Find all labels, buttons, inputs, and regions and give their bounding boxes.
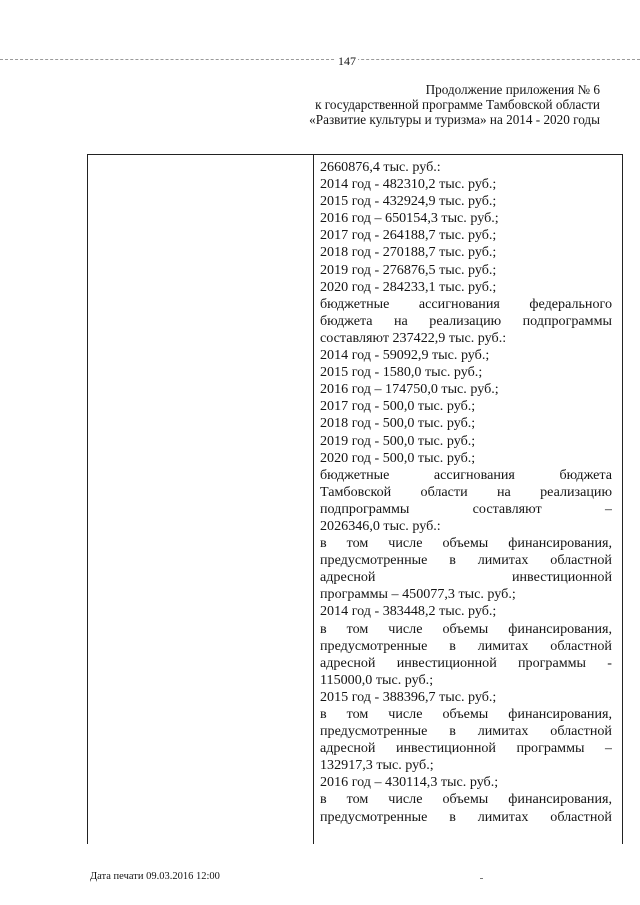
funding-table (87, 154, 623, 844)
header-line-1: Продолжение приложения № 6 (425, 82, 600, 97)
text-word: 115000,0 тыс. руб.; (320, 671, 434, 688)
text-line (320, 689, 612, 706)
text-word: ассигнования (433, 466, 515, 483)
text-word: предусмотренные (320, 637, 428, 654)
page-number: 147 (338, 54, 356, 68)
header-line-3: «Развитие культуры и туризма» на 2014 - 2020 годы (309, 112, 600, 127)
text-line (320, 313, 612, 330)
text-word: финансирования, (508, 791, 612, 808)
text-word: лимитах (477, 723, 529, 740)
text-word: финансирования, (508, 535, 612, 552)
text-line (320, 433, 612, 450)
scan-mark (480, 878, 483, 879)
text-word: инвестиционной (511, 569, 612, 586)
text-word: 2020 год - 284233,1 тыс. руб.; (320, 278, 497, 295)
text-line (320, 193, 612, 210)
text-word: 2015 год - 388396,7 тыс. руб.; (320, 688, 497, 705)
text-word: федерального (529, 295, 612, 312)
text-line (320, 415, 612, 432)
text-line (320, 227, 612, 244)
text-line (320, 672, 612, 689)
header-line-2: к государственной программе Тамбовской области (315, 97, 600, 112)
text-line (320, 655, 612, 672)
text-word: 2019 год - 276876,5 тыс. руб.; (320, 261, 497, 278)
text-word: на (394, 312, 408, 329)
text-word: 2026346,0 тыс. руб.: (320, 517, 441, 534)
text-line (320, 586, 612, 603)
text-word: лимитах (477, 808, 529, 825)
text-word: на (496, 483, 511, 500)
text-word: предусмотренные (320, 552, 428, 569)
text-word: 2020 год - 500,0 тыс. руб.; (320, 449, 476, 466)
text-line (320, 262, 612, 279)
text-word: в (320, 620, 327, 637)
text-word: в (320, 535, 327, 552)
top-dashed-rule (0, 59, 640, 60)
text-word: подпрограммы (320, 500, 410, 517)
table-left-column (88, 155, 314, 844)
text-line (320, 347, 612, 364)
text-word: 2016 год – 430114,3 тыс. руб.; (320, 774, 499, 791)
text-word: объемы (442, 535, 489, 552)
print-date: Дата печати 09.03.2016 12:00 (90, 871, 220, 882)
text-line (320, 159, 612, 176)
text-line (320, 330, 612, 347)
text-word: бюджета (559, 466, 612, 483)
text-word: 2017 год - 264188,7 тыс. руб.; (320, 227, 497, 244)
text-word: числе (388, 791, 423, 808)
text-word: 2018 год - 500,0 тыс. руб.; (320, 415, 476, 432)
text-line (320, 535, 612, 552)
text-line (320, 484, 612, 501)
text-word: лимитах (477, 552, 529, 569)
text-word: 2015 год - 1580,0 тыс. руб.; (320, 364, 483, 381)
text-word: областной (550, 637, 612, 654)
text-line (320, 774, 612, 791)
text-line (320, 552, 612, 569)
text-word: том (346, 535, 369, 552)
text-word: лимитах (477, 637, 529, 654)
text-line (320, 757, 612, 774)
text-word: в (320, 706, 327, 722)
text-word: числе (388, 706, 423, 722)
text-word: Тамбовской (320, 483, 392, 500)
text-word: бюджетные (320, 466, 390, 483)
text-line (320, 450, 612, 467)
text-word: числе (388, 535, 423, 552)
text-line (320, 638, 612, 655)
text-word: в (449, 723, 456, 740)
text-word: – (604, 740, 612, 757)
text-line (320, 723, 612, 740)
text-line (320, 467, 612, 484)
text-word: инвестиционной (395, 740, 496, 757)
text-line (320, 296, 612, 313)
text-line (320, 501, 612, 518)
text-word: 2018 год - 270188,7 тыс. руб.; (320, 244, 497, 261)
text-line (320, 518, 612, 535)
text-word: 2014 год - 383448,2 тыс. руб.; (320, 603, 497, 620)
text-word: адресной (320, 740, 376, 757)
text-word: том (346, 620, 369, 637)
text-word: программы (516, 740, 585, 757)
text-word: 2660876,4 тыс. руб.: (320, 159, 441, 175)
text-word: том (346, 791, 369, 808)
text-word: в (449, 552, 456, 569)
text-word: в (320, 791, 327, 808)
text-word: предусмотренные (320, 723, 428, 740)
text-word: реализацию (429, 312, 502, 329)
text-word: ассигнования (418, 295, 500, 312)
text-line (320, 364, 612, 381)
text-line (320, 279, 612, 296)
text-word: финансирования, (508, 706, 612, 722)
text-word: программы (518, 654, 587, 671)
text-word: бюджета (320, 312, 373, 329)
text-word: том (346, 706, 369, 722)
text-word: 132917,3 тыс. руб.; (320, 757, 434, 774)
text-word: 2016 год – 174750,0 тыс. руб.; (320, 381, 499, 398)
table-right-column (320, 159, 612, 826)
text-word: объемы (442, 791, 489, 808)
text-word: областной (550, 552, 612, 569)
text-line (320, 176, 612, 193)
text-word: инвестиционной (396, 654, 497, 671)
text-line (320, 398, 612, 415)
text-word: бюджетные (320, 295, 390, 312)
text-word: подпрограммы (522, 312, 612, 329)
text-word: составляют (472, 500, 542, 517)
text-line (320, 244, 612, 261)
text-word: областной (550, 808, 612, 825)
text-word: 2019 год - 500,0 тыс. руб.; (320, 432, 476, 449)
text-word: области (420, 483, 468, 500)
text-word: – (604, 500, 612, 517)
text-word: программы – 450077,3 тыс. руб.; (320, 586, 516, 603)
text-line (320, 569, 612, 586)
text-word: адресной (320, 569, 376, 586)
text-line (320, 603, 612, 620)
text-word: в (449, 637, 456, 654)
text-word: предусмотренные (320, 808, 428, 825)
text-word: 2017 год - 500,0 тыс. руб.; (320, 398, 476, 415)
text-line (320, 381, 612, 398)
text-word: - (607, 654, 612, 671)
text-line (320, 809, 612, 826)
text-word: 2016 год – 650154,3 тыс. руб.; (320, 210, 499, 227)
text-line (320, 740, 612, 757)
text-word: объемы (442, 706, 489, 722)
text-word: областной (550, 723, 612, 740)
text-word: объемы (442, 620, 489, 637)
text-line (320, 706, 612, 723)
text-word: 2014 год - 482310,2 тыс. руб.; (320, 176, 497, 193)
text-word: составляют 237422,9 тыс. руб.: (320, 329, 507, 346)
text-line (320, 210, 612, 227)
text-word: реализацию (540, 483, 612, 500)
text-word: в (449, 808, 456, 825)
text-line (320, 621, 612, 638)
text-word: числе (388, 620, 423, 637)
text-word: финансирования, (508, 620, 612, 637)
appendix-header (280, 82, 600, 127)
text-line (320, 791, 612, 808)
text-word: адресной (320, 654, 376, 671)
text-word: 2014 год - 59092,9 тыс. руб.; (320, 347, 490, 364)
text-word: 2015 год - 432924,9 тыс. руб.; (320, 193, 497, 210)
